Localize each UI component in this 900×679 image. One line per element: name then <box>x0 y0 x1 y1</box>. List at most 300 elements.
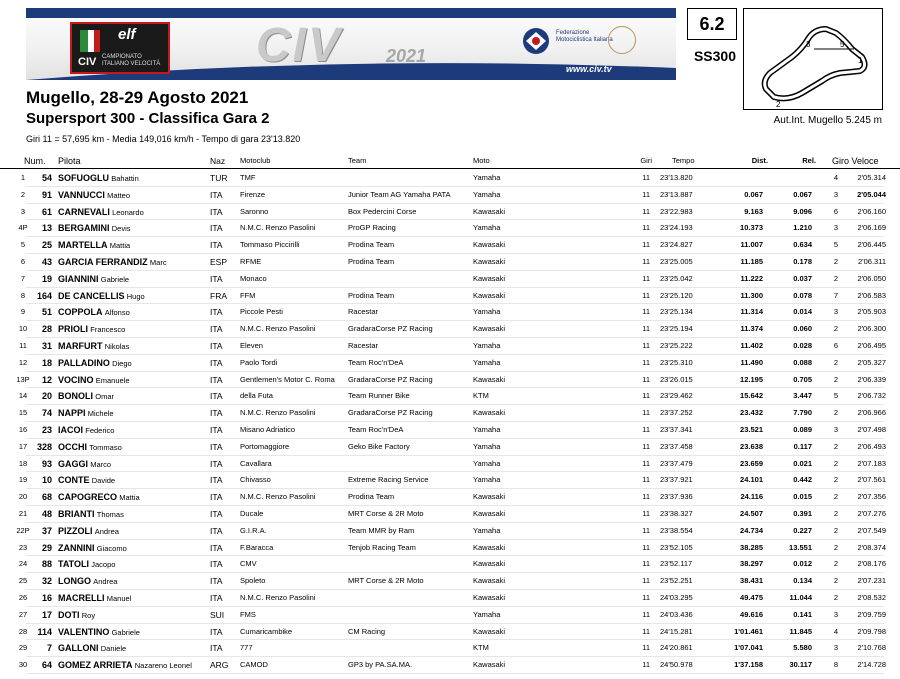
track-map-icon <box>744 9 884 111</box>
row-laps: 11 <box>642 391 650 401</box>
row-nation: SUI <box>210 609 225 620</box>
row-gap: 0.067 <box>744 189 763 199</box>
row-time: 24'20.861 <box>660 643 693 653</box>
row-bike: Kawasaki <box>473 257 506 266</box>
row-club: Firenze <box>240 189 266 199</box>
row-nation: ITA <box>210 240 223 251</box>
row-club: Ducale <box>240 509 264 518</box>
row-team: MRT Corse & 2R Moto <box>348 576 424 586</box>
track-turn-2: 2 <box>776 100 781 109</box>
row-laps: 11 <box>642 223 650 233</box>
row-time: 23'37.921 <box>660 475 693 485</box>
row-gap: 23.659 <box>740 458 763 468</box>
row-best-lap-number: 2 <box>833 509 838 518</box>
row-rider <box>58 607 208 624</box>
row-rider <box>58 456 208 473</box>
civ-logo-abbr: CIV <box>78 56 97 68</box>
row-gap: 11.374 <box>740 324 763 334</box>
row-rider-last: NAPPI <box>58 408 86 419</box>
table-row <box>0 506 900 523</box>
row-rider <box>58 338 208 355</box>
row-time: 23'37.341 <box>660 425 693 434</box>
row-team: Team Roc'n'DeA <box>348 357 404 367</box>
row-time: 23'38.554 <box>660 525 693 535</box>
row-gap: 49.475 <box>740 593 763 602</box>
row-best-lap-number: 3 <box>833 223 838 233</box>
row-gap: 49.616 <box>740 609 763 619</box>
row-time: 23'37.936 <box>660 492 693 502</box>
row-laps: 11 <box>642 593 650 602</box>
row-team: GradaraCorse PZ Racing <box>348 374 433 384</box>
row-gap: 23.521 <box>740 425 763 434</box>
row-nation: ITA <box>210 189 223 200</box>
row-bike: Kawasaki <box>473 542 506 552</box>
row-club: Tommaso Piccirilli <box>240 240 300 250</box>
row-rider <box>58 220 208 237</box>
row-position: 11 <box>19 341 27 350</box>
row-club: Cumaricambike <box>240 626 293 636</box>
row-rider-first: Gabriele <box>111 627 140 637</box>
row-rider-last: IACOI <box>58 425 84 435</box>
row-nation: ITA <box>210 425 223 435</box>
col-rider: Pilota <box>58 156 81 166</box>
row-club: TMF <box>240 173 256 182</box>
row-rider-first: Andrea <box>94 526 119 536</box>
website-link[interactable]: www.civ.tv <box>566 64 612 74</box>
row-gap: 11.490 <box>740 357 763 367</box>
row-rider <box>58 288 208 305</box>
table-row <box>0 556 900 573</box>
row-position: 24 <box>18 559 28 569</box>
row-rel-gap: 11.044 <box>789 593 812 602</box>
table-row <box>0 573 900 590</box>
row-rider-first: Michele <box>87 409 114 419</box>
row-nation: ITA <box>210 441 223 452</box>
row-position: 3 <box>20 206 26 216</box>
row-team: CM Racing <box>348 626 386 636</box>
row-nation: ITA <box>210 223 223 234</box>
row-bike: Kawasaki <box>473 593 506 602</box>
row-laps: 11 <box>642 525 650 535</box>
row-time: 24'15.281 <box>660 626 693 636</box>
logo-caption: CAMPIONATO ITALIANO VELOCITÀ <box>102 54 161 67</box>
row-best-lap-number: 2 <box>833 593 838 602</box>
row-time: 23'13.887 <box>660 189 693 199</box>
table-row <box>0 254 900 271</box>
row-rider-last: PRIOLI <box>58 324 89 335</box>
row-rider-last: CONTE <box>58 475 90 486</box>
row-laps: 11 <box>642 324 650 334</box>
row-time: 23'38.327 <box>660 509 693 518</box>
row-position: 27 <box>18 609 28 619</box>
row-rider-first: Jacopo <box>91 560 116 570</box>
row-bike: Kawasaki <box>473 324 506 334</box>
row-position: 9 <box>20 307 26 317</box>
row-laps: 11 <box>642 307 650 317</box>
fmi-logo-icon <box>521 26 551 56</box>
row-race-number: 328 <box>36 441 52 452</box>
row-bike: Yamaha <box>473 609 501 619</box>
row-rider-first: Bahattin <box>111 174 139 183</box>
row-time: 23'22.983 <box>660 206 693 216</box>
track-turn-1: 1 <box>858 56 863 65</box>
row-laps: 11 <box>642 509 650 518</box>
row-best-lap-time: 2'06.732 <box>857 391 886 401</box>
row-race-number: 20 <box>41 391 52 402</box>
row-club: RFME <box>240 257 262 266</box>
row-rider-last: GAGGI <box>58 458 89 469</box>
row-race-number: 10 <box>41 475 52 486</box>
row-best-lap-number: 8 <box>833 660 838 670</box>
row-best-lap-number: 4 <box>833 626 838 636</box>
row-position: 7 <box>20 273 26 283</box>
row-position: 14 <box>18 391 28 401</box>
row-rider-first: Hugo <box>126 291 145 301</box>
row-rider-first: Giacomo <box>96 543 127 553</box>
row-rider-first: Davide <box>91 476 116 486</box>
row-best-lap-time: 2'14.728 <box>857 660 886 670</box>
row-laps: 11 <box>642 341 650 350</box>
row-club: Paolo Tordi <box>240 357 278 367</box>
row-club: Monaco <box>240 273 267 283</box>
row-best-lap-time: 2'10.768 <box>857 643 886 653</box>
row-team: Team Roc'n'DeA <box>348 425 404 434</box>
row-best-lap-time: 2'09.759 <box>857 609 886 619</box>
table-row <box>0 472 900 489</box>
row-bike: Kawasaki <box>473 559 506 569</box>
row-gap: 9.163 <box>744 206 763 216</box>
row-best-lap-time: 2'06.583 <box>857 290 886 300</box>
row-bike: Yamaha <box>473 341 501 350</box>
row-team: Racestar <box>348 341 379 350</box>
row-rider-last: DOTI <box>58 609 80 620</box>
anniversary-seal-icon <box>608 26 636 54</box>
row-gap: 11.314 <box>740 307 763 317</box>
row-club: Misano Adriatico <box>240 425 296 434</box>
row-bike: Kawasaki <box>473 290 506 300</box>
col-rel: Rel. <box>802 156 816 165</box>
row-race-number: 13 <box>41 223 52 234</box>
row-best-lap-number: 3 <box>833 189 838 199</box>
row-team: Tenjob Racing Team <box>348 542 416 552</box>
row-club: Piccole Pesti <box>240 307 283 317</box>
table-row <box>0 657 900 674</box>
row-race-number: 25 <box>41 240 52 251</box>
row-rel-gap: 5.580 <box>793 643 812 653</box>
row-rel-gap: 0.028 <box>793 341 812 350</box>
row-gap: 11.007 <box>740 240 763 250</box>
row-best-lap-number: 3 <box>833 425 838 434</box>
row-club: FMS <box>240 609 256 619</box>
row-rel-gap: 30.117 <box>789 660 812 670</box>
row-best-lap-number: 2 <box>833 576 838 586</box>
row-rel-gap: 0.178 <box>793 257 812 266</box>
row-best-lap-time: 2'08.374 <box>857 542 886 552</box>
row-club: N.M.C. Renzo Pasolini <box>240 593 316 602</box>
row-bike: Kawasaki <box>473 626 506 636</box>
row-position: 18 <box>18 458 28 468</box>
row-rider <box>58 640 208 657</box>
row-gap: 23.432 <box>740 408 763 418</box>
row-rider-first: Marc <box>149 258 167 267</box>
row-rider-first: Nikolas <box>104 342 130 351</box>
row-time: 23'52.105 <box>660 542 693 552</box>
row-time: 23'52.117 <box>660 559 693 569</box>
row-team: Extreme Racing Service <box>348 475 429 485</box>
row-rider <box>58 489 208 506</box>
row-best-lap-time: 2'06.169 <box>857 223 886 233</box>
row-rider-last: SOFUOGLU <box>58 173 109 183</box>
row-time: 24'50.978 <box>660 660 693 670</box>
row-rel-gap: 0.089 <box>793 425 812 434</box>
row-nation: ITA <box>210 626 223 637</box>
row-club: N.M.C. Renzo Pasolini <box>240 223 316 233</box>
table-row <box>0 321 900 338</box>
row-best-lap-number: 2 <box>833 441 838 451</box>
row-bike: KTM <box>473 643 489 653</box>
table-row <box>0 422 900 439</box>
row-laps: 11 <box>642 660 650 670</box>
row-rider <box>58 523 208 540</box>
row-rel-gap: 1.210 <box>793 223 812 233</box>
row-race-number: 93 <box>41 458 52 469</box>
row-best-lap-time: 2'07.231 <box>857 576 886 586</box>
row-rider <box>58 321 208 338</box>
row-bike: Kawasaki <box>473 408 506 418</box>
row-gap: 11.402 <box>740 341 763 350</box>
row-rider <box>58 472 208 489</box>
row-gap: 38.431 <box>740 576 763 586</box>
row-rider-last: PALLADINO <box>58 357 110 368</box>
row-laps: 11 <box>642 206 650 216</box>
row-rider-last: BERGAMINI <box>58 223 110 234</box>
row-rider <box>58 271 208 288</box>
row-best-lap-time: 2'06.966 <box>857 408 886 418</box>
row-rider <box>58 204 208 221</box>
row-rider <box>58 624 208 641</box>
row-nation: ITA <box>210 408 223 419</box>
row-rider-last: VOCINO <box>58 374 94 385</box>
row-rider-first: Thomas <box>96 510 124 519</box>
row-time: 23'25.194 <box>660 324 693 334</box>
row-team: Junior Team AG Yamaha PATA <box>348 189 451 199</box>
row-rel-gap: 0.067 <box>793 189 812 199</box>
table-row <box>0 204 900 221</box>
row-laps: 11 <box>642 189 650 199</box>
row-race-number: 16 <box>41 593 52 603</box>
row-club: 777 <box>240 643 253 653</box>
row-rel-gap: 0.117 <box>793 441 812 451</box>
row-rel-gap: 0.141 <box>793 609 812 619</box>
row-laps: 11 <box>642 475 650 485</box>
row-race-number: 64 <box>41 660 52 671</box>
row-time: 23'25.005 <box>660 257 693 266</box>
row-time: 23'25.042 <box>660 273 693 283</box>
row-gap: 24.507 <box>740 509 763 518</box>
col-club: Motoclub <box>240 156 271 165</box>
row-bike: Kawasaki <box>473 576 506 586</box>
event-title: Mugello, 28-29 Agosto 2021 <box>26 88 249 107</box>
row-rider <box>58 254 208 271</box>
row-best-lap-time: 2'07.276 <box>857 509 886 518</box>
row-race-number: 19 <box>41 273 52 284</box>
row-race-number: 32 <box>41 576 52 587</box>
row-nation: ITA <box>210 206 223 217</box>
row-position: 28 <box>18 626 28 636</box>
row-race-number: 17 <box>41 609 52 620</box>
row-nation: ITA <box>210 273 223 284</box>
row-race-number: 29 <box>41 542 52 553</box>
row-nation: TUR <box>210 173 228 183</box>
row-laps: 11 <box>642 542 650 552</box>
row-rel-gap: 0.088 <box>793 357 812 367</box>
row-best-lap-time: 2'06.493 <box>857 441 886 451</box>
row-laps: 11 <box>642 441 650 451</box>
row-rider-first: Manuel <box>106 594 132 603</box>
row-rider <box>58 372 208 389</box>
table-row <box>0 456 900 473</box>
row-team: GP3 by PA.SA.MA. <box>348 660 413 670</box>
row-rider-first: Leonardo <box>112 207 144 217</box>
row-best-lap-time: 2'05.903 <box>857 307 886 317</box>
row-best-lap-number: 7 <box>833 290 838 300</box>
row-best-lap-time: 2'06.050 <box>857 273 886 283</box>
row-club: G.I.R.A. <box>240 525 267 535</box>
row-best-lap-time: 2'05.044 <box>857 189 886 199</box>
row-team: Racestar <box>348 307 379 317</box>
row-bike: Yamaha <box>473 357 501 367</box>
row-team: Team MMR by Ram <box>348 525 415 535</box>
row-position: 26 <box>18 593 28 602</box>
row-best-lap-number: 6 <box>833 206 838 216</box>
header-banner <box>26 8 676 80</box>
row-bike: Yamaha <box>473 173 501 182</box>
row-gap: 38.285 <box>740 542 763 552</box>
row-rider-first: Devis <box>111 224 131 234</box>
table-row <box>0 607 900 624</box>
row-rider-first: Tommaso <box>89 442 122 452</box>
row-rel-gap: 0.060 <box>793 324 812 334</box>
row-team: Prodina Team <box>348 240 395 250</box>
row-position: 5 <box>20 240 26 250</box>
row-laps: 11 <box>642 357 650 367</box>
row-rider <box>58 237 208 254</box>
row-rider <box>58 187 208 204</box>
row-laps: 11 <box>642 609 650 619</box>
row-position: 29 <box>18 643 28 653</box>
row-best-lap-number: 3 <box>833 307 838 317</box>
row-laps: 11 <box>642 240 650 250</box>
row-bike: Kawasaki <box>473 374 506 384</box>
class-label: SS300 <box>693 48 737 64</box>
banner-top-stripe <box>26 8 676 18</box>
row-rider-last: LONGO <box>58 576 91 587</box>
table-row <box>0 624 900 641</box>
track-map <box>743 8 883 110</box>
row-best-lap-number: 3 <box>833 609 838 619</box>
row-rel-gap: 7.790 <box>793 408 812 418</box>
row-nation: ITA <box>210 374 223 385</box>
row-rider <box>58 422 208 439</box>
row-rel-gap: 0.134 <box>793 576 812 586</box>
row-rel-gap: 0.037 <box>793 273 812 283</box>
row-gap: 1'01.461 <box>734 626 763 636</box>
row-position: 21 <box>18 509 28 518</box>
row-laps: 11 <box>642 559 650 569</box>
row-nation: ARG <box>210 660 229 671</box>
row-rider-last: MARTELLA <box>58 240 108 251</box>
row-race-number: 51 <box>41 307 52 318</box>
section-number: 6.2 <box>687 8 737 40</box>
row-gap: 24.734 <box>740 525 763 535</box>
col-best-lap: Giro Veloce <box>832 156 879 166</box>
table-row <box>0 489 900 506</box>
row-rider-first: Mattia <box>109 241 131 251</box>
row-club: Spoleto <box>240 576 266 586</box>
row-laps: 11 <box>642 290 650 300</box>
row-nation: ITA <box>210 509 223 519</box>
row-best-lap-time: 2'07.356 <box>857 492 886 502</box>
table-row <box>0 237 900 254</box>
row-rider-last: TATOLI <box>58 559 89 570</box>
row-nation: ITA <box>210 559 223 570</box>
row-rel-gap: 13.551 <box>789 542 812 552</box>
row-rider-first: Matteo <box>107 190 131 200</box>
row-rider <box>58 304 208 321</box>
row-laps: 11 <box>642 643 650 653</box>
row-team: Prodina Team <box>348 492 395 502</box>
row-nation: ITA <box>210 643 223 654</box>
row-rider-last: OCCHI <box>58 441 87 452</box>
table-row <box>0 405 900 422</box>
row-rider-last: COPPOLA <box>58 307 103 318</box>
row-rider-first: Nazareno Leonel <box>134 661 192 671</box>
row-position: 12 <box>18 357 28 367</box>
row-best-lap-time: 2'09.798 <box>857 626 886 636</box>
row-best-lap-number: 5 <box>833 240 838 250</box>
row-team: MRT Corse & 2R Moto <box>348 509 424 518</box>
row-nation: ITA <box>210 475 223 486</box>
row-best-lap-number: 2 <box>833 273 838 283</box>
row-gap: 11.222 <box>740 273 763 283</box>
row-position: 30 <box>18 660 28 670</box>
row-rider <box>58 388 208 405</box>
row-gap: 12.195 <box>740 374 763 384</box>
row-club: N.M.C. Renzo Pasolini <box>240 324 316 334</box>
row-rider <box>58 590 208 607</box>
row-best-lap-time: 2'07.183 <box>857 458 886 468</box>
row-bike: Kawasaki <box>473 660 506 670</box>
row-rel-gap: 0.705 <box>793 374 812 384</box>
table-row <box>0 304 900 321</box>
row-laps: 11 <box>642 425 650 434</box>
row-position: 22P <box>16 525 30 535</box>
row-best-lap-time: 2'06.300 <box>857 324 886 334</box>
row-rider <box>58 506 208 523</box>
row-best-lap-number: 2 <box>833 492 838 502</box>
circuit-info: Aut.Int. Mugello 5.245 m <box>773 115 882 126</box>
row-best-lap-time: 2'08.176 <box>857 559 886 569</box>
row-gap: 1'37.158 <box>734 660 763 670</box>
track-turn-5: 5 <box>840 40 845 49</box>
row-laps: 11 <box>642 576 650 586</box>
row-nation: ITA <box>210 593 223 603</box>
table-row <box>0 288 900 305</box>
race-meta: Giri 11 = 57,695 km - Media 149,016 km/h - Tempo di gara 23'13.820 <box>26 134 301 144</box>
row-club: Saronno <box>240 206 269 216</box>
row-club: CMV <box>240 559 257 569</box>
row-rel-gap: 0.012 <box>793 559 812 569</box>
